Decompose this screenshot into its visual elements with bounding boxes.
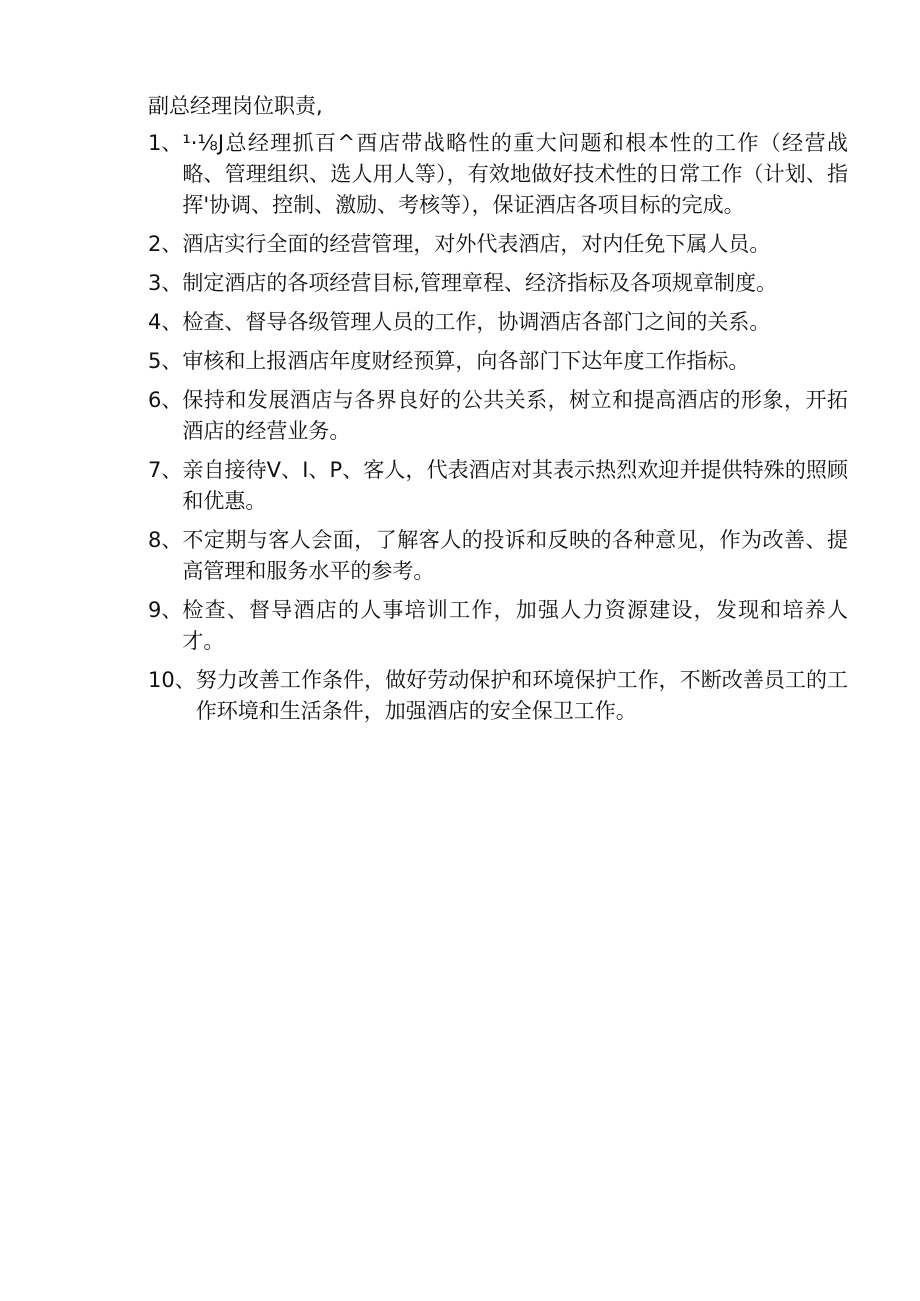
duty-number: 4、 (148, 310, 183, 334)
document-title: 副总经理岗位职责, (148, 94, 323, 118)
duty-number: 3、 (148, 271, 183, 295)
duty-item-1 (148, 128, 848, 221)
duty-text: 保持和发展酒店与各界良好的公共关系，树立和提高酒店的形象，开拓酒店的经营业务。 (182, 388, 848, 443)
duty-text: 不定期与客人会面，了解客人的投诉和反映的各种意见，作为改善、提高管理和服务水平的参考。 (182, 528, 848, 583)
duty-text: ¹·⅛J总经理抓百^酉店带战略性的重大问题和根本性的工作（经营战略、管理组织、选人用人等），有效地做好技术性的日常工作（计划、指挥'协调、控制、激励、考核等），保证酒店各项目标的完成。 (182, 131, 848, 217)
duty-number: 5、 (148, 349, 183, 373)
duty-text: 酒店实行全面的经营管理，对外代表酒店，对内任免下属人员。 (182, 232, 771, 256)
duty-item-4 (148, 307, 848, 338)
duty-text: 检查、督导各级管理人员的工作，协调酒店各部门之间的关系。 (182, 310, 771, 334)
duty-list (148, 128, 848, 727)
duty-number: 10、 (148, 668, 196, 692)
duty-number: 6、 (148, 388, 183, 412)
duty-text: 亲自接待V、I、P、客人，代表酒店对其表示热烈欢迎并提供特殊的照顾和优惠。 (182, 458, 848, 513)
duty-number: 7、 (148, 458, 183, 482)
duty-text: 制定酒店的各项经营目标,管理章程、经济指标及各项规章制度。 (182, 271, 778, 295)
duty-number: 9、 (148, 598, 183, 622)
duty-text: 努力改善工作条件，做好劳动保护和环境保护工作，不断改善员工的工作环境和生活条件，加强酒店的安全保卫工作。 (195, 668, 848, 723)
duty-item-3 (148, 268, 848, 299)
duty-item-8 (148, 525, 848, 587)
duty-item-9 (148, 595, 848, 657)
duty-item-7 (148, 455, 848, 517)
duty-item-6 (148, 385, 848, 447)
duty-item-2 (148, 229, 848, 260)
duty-item-5 (148, 346, 848, 377)
duty-item-10 (148, 665, 848, 727)
duty-number: 1、 (148, 131, 183, 155)
duty-text: 审核和上报酒店年度财经预算，向各部门下达年度工作指标。 (182, 349, 750, 373)
duty-text: 检查、督导酒店的人事培训工作，加强人力资源建设，发现和培养人才。 (182, 598, 848, 653)
document-body (148, 91, 848, 735)
duty-number: 8、 (148, 528, 183, 552)
duty-number: 2、 (148, 232, 183, 256)
